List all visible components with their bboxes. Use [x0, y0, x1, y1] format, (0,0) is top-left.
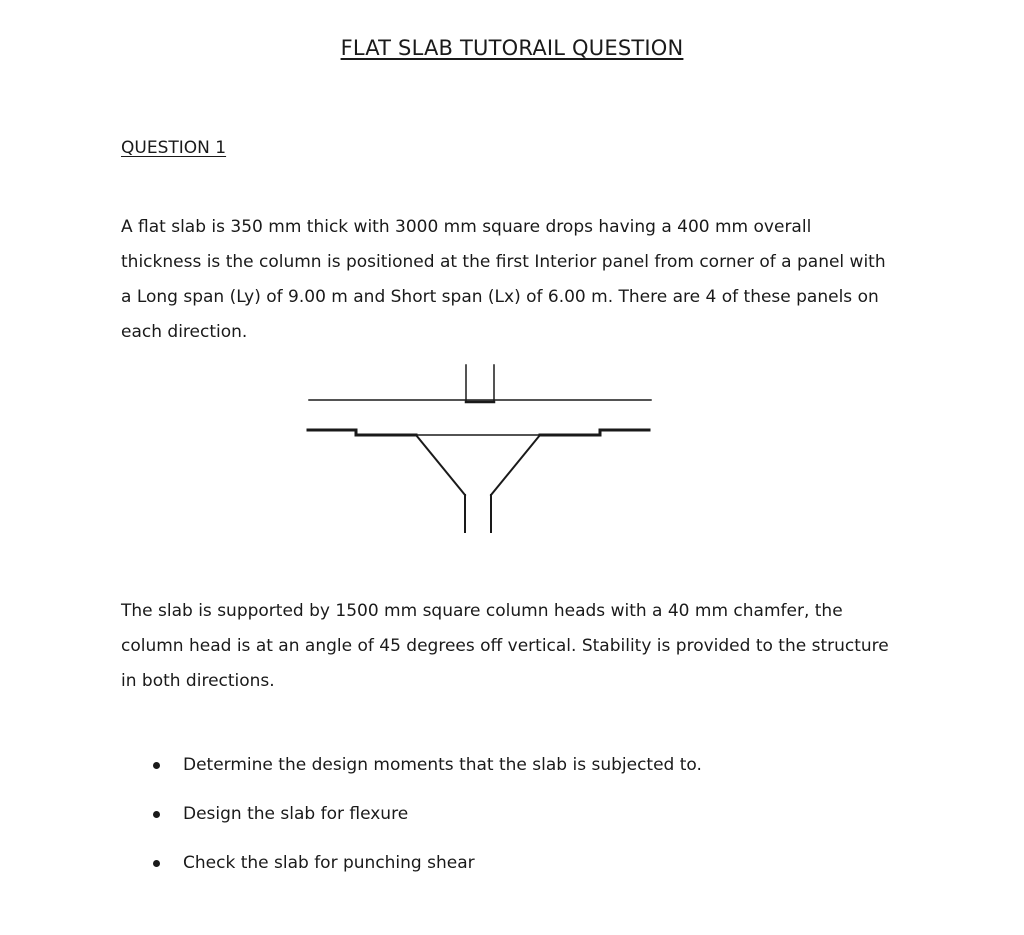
question-heading: QUESTION 1 — [121, 138, 227, 158]
support-description: The slab is supported by 1500 mm square column heads with a 40 mm chamfer, the column head is at an angle of 45 degrees off vertical. Stability is provided to the structure in both directions. — [121, 601, 889, 691]
column-head-left-flare — [416, 435, 465, 495]
task-text: Check the slab for punching shear — [183, 853, 475, 873]
task-item — [150, 748, 702, 797]
slab-column-diagram — [300, 355, 660, 535]
bullet-icon — [153, 860, 160, 867]
task-item — [150, 797, 702, 846]
bullet-icon — [153, 762, 160, 769]
bullet-icon — [153, 811, 160, 818]
question-description: A flat slab is 350 mm thick with 3000 mm square drops having a 400 mm overall thickness is the column is positioned at the first Interior panel from corner of a panel with a Long span (Ly) of 9.00 m and Short span (Lx) of 6.00 m. There are 4 of these panels on each direction. — [121, 217, 886, 342]
task-list — [150, 748, 702, 895]
document-title: FLAT SLAB TUTORAIL QUESTION — [340, 36, 684, 60]
slab-soffit-with-drop-panel-right — [540, 430, 649, 435]
task-item — [150, 846, 702, 895]
column-head-right-flare — [491, 435, 540, 495]
task-text: Design the slab for flexure — [183, 804, 409, 824]
task-text: Determine the design moments that the slab is subjected to. — [183, 755, 702, 775]
slab-soffit-with-drop-panel — [308, 430, 416, 435]
